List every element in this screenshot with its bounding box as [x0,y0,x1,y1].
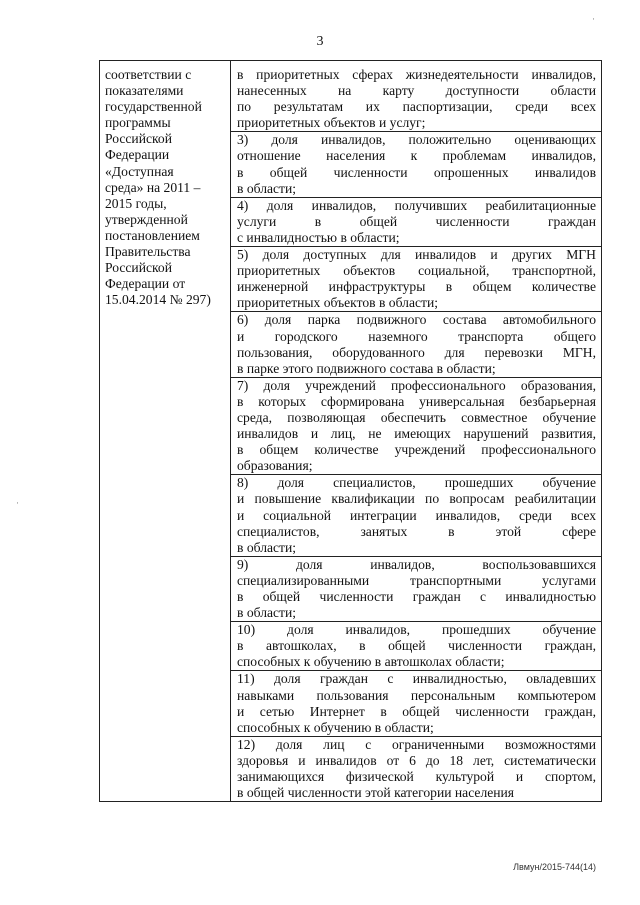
item-line: услуги в общей численности граждан [237,213,596,229]
cell-line: Федерации [105,147,170,163]
cell-line: «Доступная [105,163,174,179]
document-code: Лвмун/2015-744(14) [513,862,596,872]
item-line: пользования, оборудованного для перевозки МГН, [237,344,596,360]
item-line: 4) доля инвалидов, получивших реабилитационные [237,197,596,213]
item-line: и повышение квалификации по вопросам реабилитации [237,491,596,507]
cell-line: среда» на 2011 – [105,179,201,195]
item-line: среда, позволяющая обеспечить совместное обучение [237,409,596,425]
cell-line: постановлением [105,227,200,243]
item-line: с инвалидностью в области; [237,229,400,245]
item-line: инвалидов и лиц, не имеющих нарушений развития, [237,426,596,442]
item-line: 8) доля специалистов, прошедших обучение [237,475,596,491]
item-line: занимающихся физической культурой и спортом, [237,769,596,785]
item-line: способных к обучению в автошколах области; [237,654,505,670]
indicators-table [99,60,602,802]
item-line: в общей численности опрошенных инвалидов [237,164,596,180]
item-line: инженерной инфраструктуры в общем количестве [237,279,596,295]
cell-line: Российской [105,260,172,276]
page-number: 3 [316,34,324,49]
item-line: в общей численности граждан с инвалидностью [237,589,596,604]
item-line: в приоритетных сферах жизнедеятельности инвалидов, [237,67,596,82]
scan-speck: · [16,498,19,508]
item-line: в автошколах, в общей численности граждан, [237,638,596,654]
item-line: 12) доля лиц с ограниченными возможностями [237,736,596,752]
indicator-item [237,132,596,196]
indicator-item [237,378,596,475]
item-line: в общей численности этой категории населения [237,785,515,801]
item-line: способных к обучению в области; [237,719,434,735]
cell-line: соответствии с [105,67,192,82]
item-line: в общем количестве учреждений профессионального [237,442,596,458]
table-row [100,61,602,802]
item-line: отношение населения к проблемам инвалидов, [237,148,596,164]
item-line: 3) доля инвалидов, положительно оценивающих [237,132,596,148]
item-line: и социальной интеграции инвалидов, среди всех [237,507,596,523]
item-line: в области; [237,180,297,196]
scan-speck: · [592,14,595,24]
indicator-item [237,67,596,131]
item-line: и городского наземного транспорта общего [237,328,596,344]
item-line: навыками пользования персональным компьютером [237,687,596,703]
item-line: в области; [237,539,297,555]
item-line: здоровья и инвалидов от 6 до 18 лет, систематически [237,752,596,768]
item-line: специалистов, занятых в этой сфере [237,523,596,539]
program-reference-cell [100,61,231,802]
item-line: и сетью Интернет в общей численности граждан, [237,703,596,719]
item-line: специализированными транспортными услугами [237,572,596,588]
item-line: нанесенных на карту доступности области [237,83,596,99]
indicators-cell [231,61,602,802]
indicator-item [237,557,596,621]
item-line: 5) доля доступных для инвалидов и других МГН [237,247,596,263]
indicator-item [237,475,596,555]
indicator-item [237,312,596,376]
item-line: по результатам их паспортизации, среди всех [237,99,596,115]
cell-line: 2015 годы, [105,195,167,211]
indicator-item [237,737,596,801]
cell-line: программы [105,115,171,131]
cell-line: показателями [105,83,184,99]
item-line: образования; [237,458,313,474]
item-line: в области; [237,605,297,621]
indicator-item [237,247,596,311]
item-line: приоритетных объектов и услуг; [237,115,426,131]
cell-line: 15.04.2014 № 297) [105,292,211,308]
item-line: 6) доля парка подвижного состава автомобильного [237,312,596,328]
cell-line: государственной [105,99,202,115]
indicator-item [237,198,596,246]
item-line: в которых сформирована универсальная безбарьерная [237,393,596,409]
indicator-item [237,671,596,735]
item-line: приоритетных объектов в области; [237,295,439,311]
cell-line: утвержденной [105,211,188,227]
indicator-item [237,622,596,670]
item-line: приоритетных объектов социальной, транспортной, [237,263,596,279]
item-line: 7) доля учреждений профессионального образования, [237,377,596,393]
cell-line: Российской [105,131,172,147]
item-line: 9) доля инвалидов, воспользовавшихся [237,556,596,572]
item-line: 10) доля инвалидов, прошедших обучение [237,622,596,638]
item-line: 11) доля граждан с инвалидностью, овладевших [237,671,596,687]
item-line: в парке этого подвижного состава в области; [237,360,496,376]
cell-line: Правительства [105,244,191,260]
cell-line: Федерации от [105,276,186,292]
